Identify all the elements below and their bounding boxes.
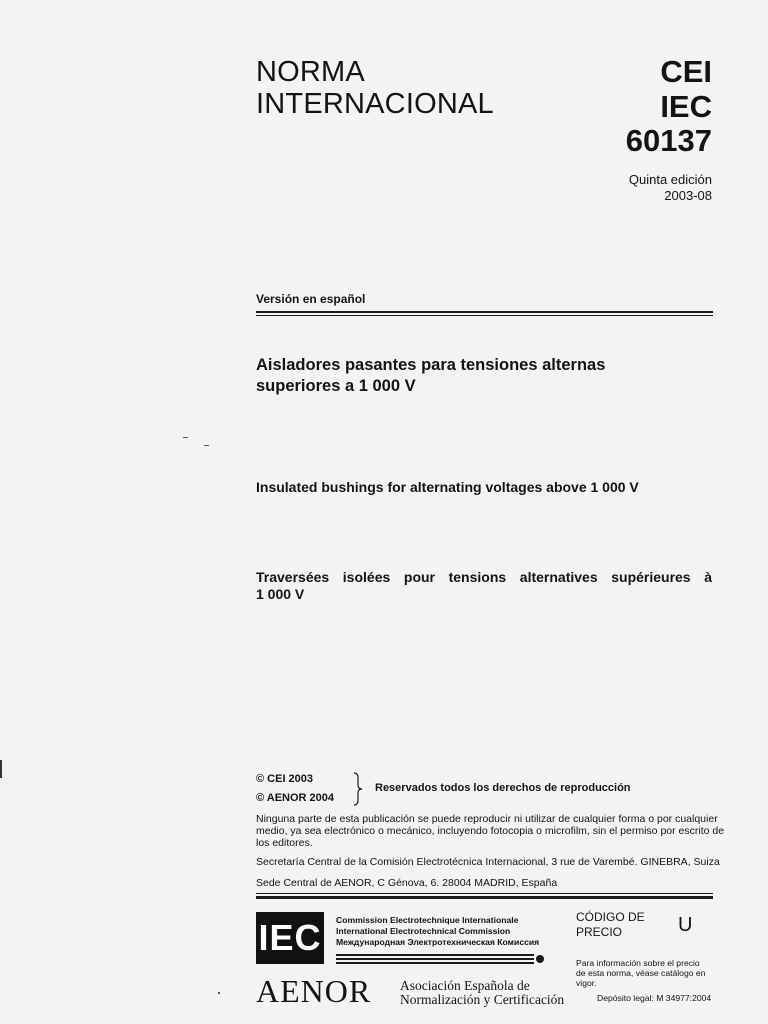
iec-logo-text: IEC [258, 917, 322, 958]
price-info-line3: vigor. [576, 978, 597, 988]
copyright-cei: © CEI 2003 [256, 773, 314, 785]
commission-name-en: International Electrotechnical Commission [336, 926, 511, 936]
code-cei: CEI [660, 54, 712, 89]
norma-heading-line2: INTERNACIONAL [256, 88, 494, 120]
price-code-value: U [678, 914, 693, 936]
title-french-line2: 1 000 V [256, 586, 305, 602]
rule-top-thick [256, 311, 713, 313]
scan-speck [204, 445, 209, 446]
scan-edge-mark [0, 760, 2, 778]
iec-logo [256, 912, 324, 964]
logo-rule-3 [336, 962, 534, 964]
aenor-logo: AENOR [256, 973, 372, 1009]
edition-label: Quinta edición [628, 172, 712, 187]
commission-name-fr: Commission Electrotechnique Internationale [336, 915, 519, 925]
commission-name-ru: Международная Электротехническая Комиссия [336, 937, 540, 947]
notice-line1: Ninguna parte de esta publicación se puede reproducir ni utilizar de cualquier forma o por cualquier [256, 813, 718, 825]
title-spanish-line2: superiores a 1 000 V [256, 377, 416, 395]
price-info-line1: Para información sobre el precio [576, 958, 700, 968]
rule-bottom-thick [256, 896, 713, 899]
title-english: Insulated bushings for alternating voltages above 1 000 V [256, 479, 639, 495]
aenor-assoc-line1: Asociación Española de [400, 978, 530, 993]
notice-line2: medio, ya sea electrónico o mecánico, incluyendo fotocopia o microfilm, sin el permiso por escrito de [256, 825, 725, 837]
logo-dot-icon [536, 955, 544, 963]
price-code-label-line1: CÓDIGO DE [576, 910, 645, 924]
version-label: Versión en español [256, 292, 366, 306]
aenor-assoc-line2: Normalización y Certificación [400, 992, 565, 1007]
rule-bottom-thin [256, 893, 713, 894]
copyright-aenor: © AENOR 2004 [256, 792, 335, 804]
curly-brace-icon [352, 772, 364, 806]
code-iec: IEC [660, 89, 712, 124]
logo-rule-2 [336, 958, 534, 960]
rule-top-thin [256, 315, 713, 316]
logo-rule-1 [336, 954, 534, 956]
rights-reserved: Reservados todos los derechos de reproducción [375, 782, 631, 794]
norma-heading-line1: NORMA [256, 56, 365, 88]
code-number: 60137 [625, 123, 712, 158]
price-info-line2: de esta norma, véase catálogo en [576, 968, 706, 978]
edition-date: 2003-08 [664, 188, 712, 203]
aenor-hq-address: Sede Central de AENOR, C Génova, 6. 28004 MADRID, España [256, 877, 558, 889]
secretariat-address: Secretaría Central de la Comisión Electrotécnica Internacional, 3 rue de Varembé. GINEBRA, Suiza [256, 856, 720, 868]
title-spanish-line1: Aisladores pasantes para tensiones alternas [256, 356, 606, 374]
legal-deposit: Depósito legal: M 34977:2004 [597, 993, 712, 1003]
title-french-line1: Traversées isolées pour tensions alternatives supérieures à [256, 569, 712, 585]
scan-speck [218, 992, 220, 994]
price-code-label-line2: PRECIO [576, 925, 623, 939]
scan-speck [183, 437, 188, 438]
notice-line3: los editores. [256, 837, 313, 849]
